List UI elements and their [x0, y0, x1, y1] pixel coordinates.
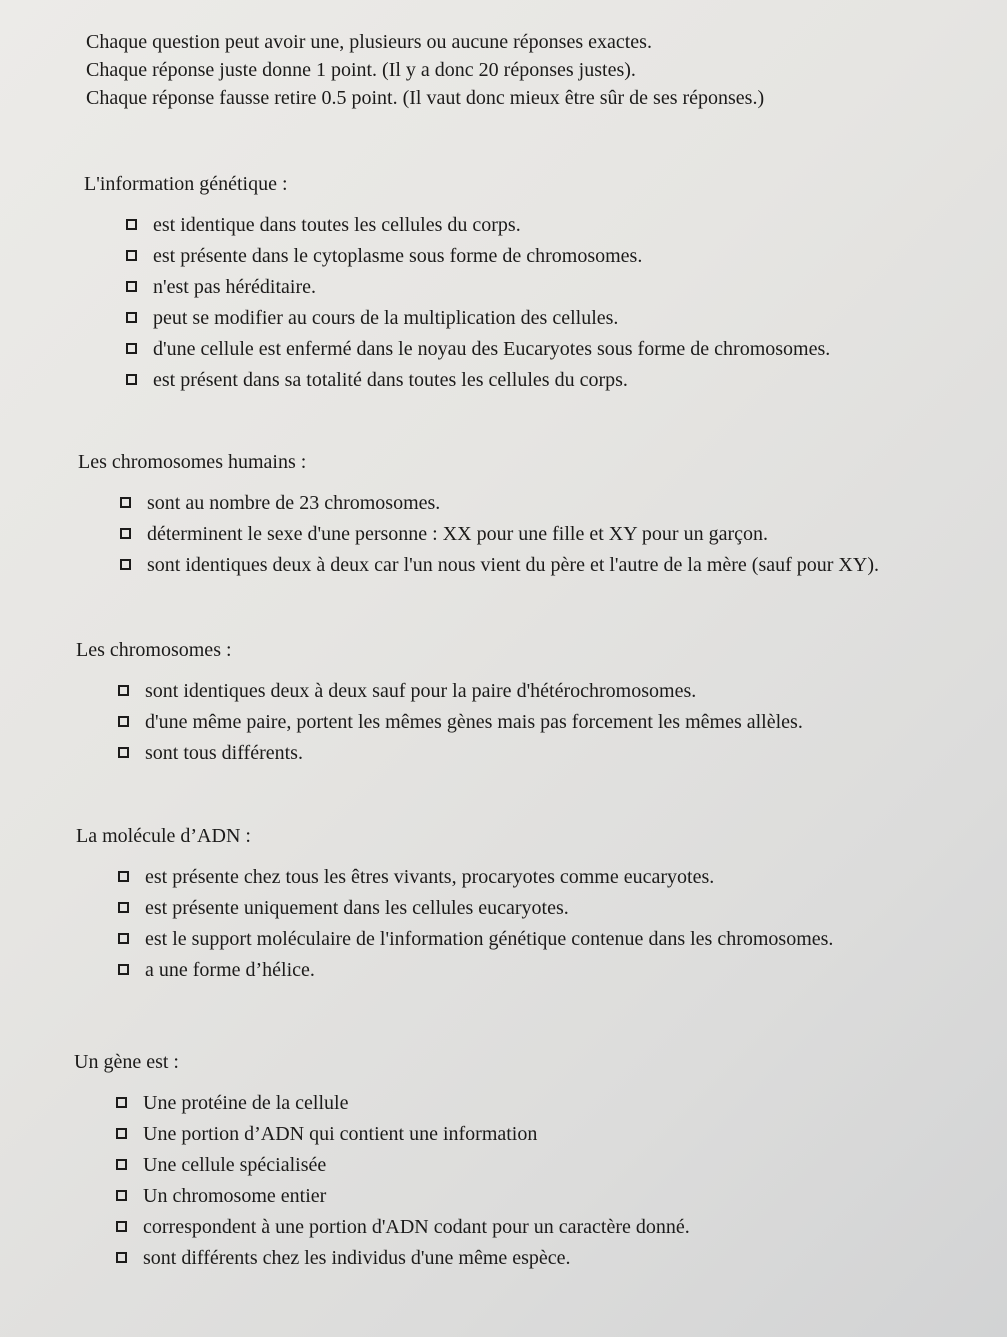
answer-option[interactable]	[126, 272, 984, 303]
answer-option[interactable]	[120, 519, 978, 550]
answer-text: Une portion d’ADN qui contient une information	[143, 1123, 538, 1145]
answer-text: n'est pas héréditaire.	[153, 276, 316, 298]
answer-text: correspondent à une portion d'ADN codant pour un caractère donné.	[143, 1216, 690, 1238]
answer-option[interactable]	[116, 1119, 974, 1150]
answer-text: est présente dans le cytoplasme sous forme de chromosomes.	[153, 245, 643, 267]
checkbox-icon[interactable]	[126, 343, 137, 354]
answer-text: Une protéine de la cellule	[143, 1092, 349, 1114]
instruction-line: Chaque question peut avoir une, plusieurs ou aucune réponses exactes.	[86, 31, 652, 53]
answer-list	[74, 1088, 974, 1274]
answer-option[interactable]	[120, 550, 978, 581]
answer-text: Une cellule spécialisée	[143, 1154, 327, 1176]
answer-list	[76, 676, 976, 769]
answer-text: sont identiques deux à deux sauf pour la paire d'hétérochromosomes.	[145, 680, 697, 702]
checkbox-icon[interactable]	[116, 1221, 127, 1232]
checkbox-icon[interactable]	[126, 374, 137, 385]
question-chromosomes-humains	[78, 448, 978, 581]
answer-option[interactable]	[118, 955, 976, 986]
answer-text: peut se modifier au cours de la multiplication des cellules.	[153, 307, 619, 329]
checkbox-icon[interactable]	[118, 871, 129, 882]
answer-option[interactable]	[116, 1243, 974, 1274]
answer-text: est présente uniquement dans les cellules eucaryotes.	[145, 897, 569, 919]
answer-option[interactable]	[126, 241, 984, 272]
answer-option[interactable]	[120, 488, 978, 519]
checkbox-icon[interactable]	[120, 559, 131, 570]
checkbox-icon[interactable]	[126, 312, 137, 323]
answer-text: déterminent le sexe d'une personne : XX pour une fille et XY pour un garçon.	[147, 523, 769, 545]
answer-text: est le support moléculaire de l'information génétique contenue dans les chromosomes.	[145, 928, 834, 950]
answer-option[interactable]	[126, 303, 984, 334]
answer-option[interactable]	[118, 738, 976, 769]
answer-option[interactable]	[126, 365, 984, 396]
instructions	[86, 28, 986, 112]
question-information-genetique	[84, 170, 984, 396]
question-chromosomes	[76, 636, 976, 769]
question-title: Les chromosomes :	[76, 639, 232, 661]
answer-option[interactable]	[116, 1088, 974, 1119]
checkbox-icon[interactable]	[126, 250, 137, 261]
answer-option[interactable]	[116, 1212, 974, 1243]
answer-text: sont différents chez les individus d'une même espèce.	[143, 1247, 571, 1269]
answer-option[interactable]	[126, 210, 984, 241]
checkbox-icon[interactable]	[126, 219, 137, 230]
answer-text: sont tous différents.	[145, 742, 303, 764]
answer-option[interactable]	[118, 707, 976, 738]
answer-list	[78, 488, 978, 581]
answer-text: est présent dans sa totalité dans toutes les cellules du corps.	[153, 369, 628, 391]
answer-text: sont au nombre de 23 chromosomes.	[147, 492, 441, 514]
answer-option[interactable]	[118, 893, 976, 924]
answer-text: sont identiques deux à deux car l'un nous vient du père et l'autre de la mère (sauf pour XY).	[147, 554, 879, 576]
checkbox-icon[interactable]	[118, 933, 129, 944]
answer-text: Un chromosome entier	[143, 1185, 327, 1207]
checkbox-icon[interactable]	[116, 1190, 127, 1201]
instruction-line: Chaque réponse juste donne 1 point. (Il y a donc 20 réponses justes).	[86, 59, 636, 81]
question-title: Un gène est :	[74, 1051, 179, 1073]
question-title: L'information génétique :	[84, 173, 288, 195]
checkbox-icon[interactable]	[118, 902, 129, 913]
answer-option[interactable]	[116, 1150, 974, 1181]
answer-text: est présente chez tous les êtres vivants, procaryotes comme eucaryotes.	[145, 866, 715, 888]
answer-text: est identique dans toutes les cellules du corps.	[153, 214, 521, 236]
checkbox-icon[interactable]	[118, 747, 129, 758]
checkbox-icon[interactable]	[118, 716, 129, 727]
checkbox-icon[interactable]	[118, 685, 129, 696]
answer-text: d'une même paire, portent les mêmes gènes mais pas forcement les mêmes allèles.	[145, 711, 803, 733]
answer-option[interactable]	[126, 334, 984, 365]
answer-option[interactable]	[118, 862, 976, 893]
answer-text: d'une cellule est enfermé dans le noyau des Eucaryotes sous forme de chromosomes.	[153, 338, 831, 360]
question-title: La molécule d’ADN :	[76, 825, 251, 847]
answer-text: a une forme d’hélice.	[145, 959, 315, 981]
question-title: Les chromosomes humains :	[78, 451, 307, 473]
checkbox-icon[interactable]	[126, 281, 137, 292]
answer-option[interactable]	[118, 924, 976, 955]
checkbox-icon[interactable]	[116, 1097, 127, 1108]
checkbox-icon[interactable]	[120, 528, 131, 539]
instruction-line: Chaque réponse fausse retire 0.5 point. (Il vaut donc mieux être sûr de ses réponses.)	[86, 87, 765, 109]
answer-option[interactable]	[118, 676, 976, 707]
answer-option[interactable]	[116, 1181, 974, 1212]
question-molecule-adn	[76, 822, 976, 986]
answer-list	[84, 210, 984, 396]
question-gene	[74, 1048, 974, 1274]
checkbox-icon[interactable]	[118, 964, 129, 975]
checkbox-icon[interactable]	[116, 1128, 127, 1139]
checkbox-icon[interactable]	[116, 1252, 127, 1263]
checkbox-icon[interactable]	[120, 497, 131, 508]
checkbox-icon[interactable]	[116, 1159, 127, 1170]
answer-list	[76, 862, 976, 986]
